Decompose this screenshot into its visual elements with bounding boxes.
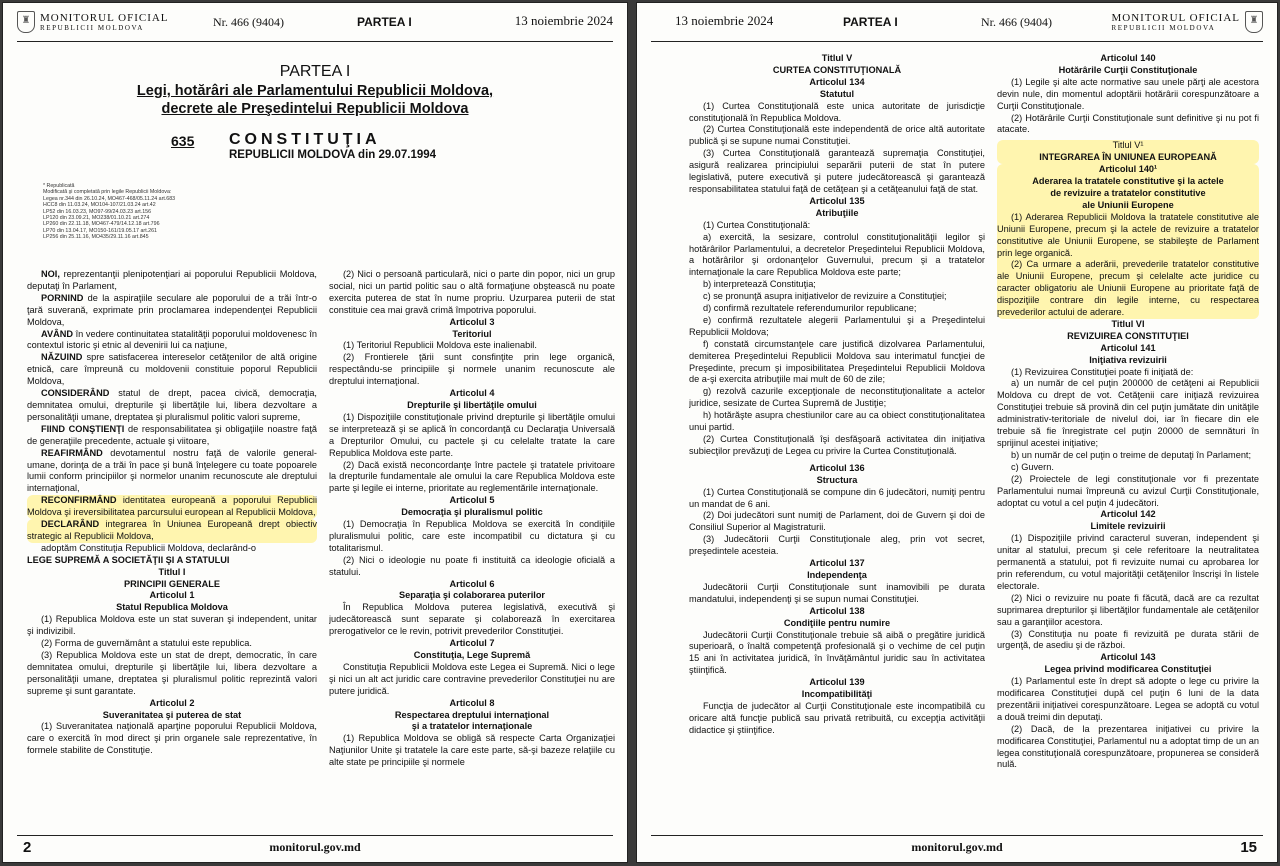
paragraph: (2) Hotărârile Curţii Constituţionale sunt definitive şi nu pot fi atacate.: [997, 112, 1259, 135]
article-heading: Teritoriul: [452, 328, 492, 339]
paragraph: (3) Republica Moldova este un stat de drept, democratic, în care demnitatea omului, drepturile şi libertăţile lui, libera dezvoltare a personalităţii umane, dreptatea şi pluralismul politic reprezintă valori supreme şi sunt garantate.: [27, 650, 317, 696]
bold-lead-word: FIIND CONŞTIENŢI: [41, 423, 125, 434]
paragraph: f) constată circumstanţele care justifică dizolvarea Parlamentului, demiterea Preşedintelui Republicii Moldova sau interimatul funcţiei de Preşedinte, precum şi imposibilitatea Preşedintelui Republicii Moldova de a-şi exercita atribuţiile mai mult de 60 de zile;: [689, 338, 985, 385]
paragraph: (1) Aderarea Republicii Moldova la tratatele constitutive ale Uniunii Europene, precum şi la actele de revizuire a tratatelor constitutive ale Uniunii Europene, se stabileşte de Parlament prin lege organică.: [997, 211, 1259, 258]
article-heading: şi a tratatelor internaţionale: [411, 721, 533, 732]
article-heading: Titlul V¹: [1112, 140, 1144, 151]
paragraph: a) exercită, la sesizare, controlul constituţionalităţii legilor şi hotărârilor Parlamentului, a decretelor Preşedintelui Republicii Moldova, a hotărârilor şi ordonanţelor Guvernului, precum şi a tratatelor internaţionale la care Republica Moldova este parte;: [689, 231, 985, 278]
paragraph: c) Guvern.: [1011, 461, 1054, 472]
article-heading: Articolul 142: [1100, 509, 1156, 520]
paragraph: (1) Democraţia în Republica Moldova se exercită în condiţiile pluralismului politic, care este incompatibil cu dictatura şi cu totalitarismul.: [329, 519, 615, 553]
bold-lead-word: AVÂND: [41, 328, 73, 339]
paragraph: (1) Teritoriul Republicii Moldova este inalienabil.: [343, 340, 537, 351]
paragraph: (3) Curtea Constituţională garantează supremaţia Constituţiei, asigură realizarea principiului separării puterii de stat în putere legislativă, putere executivă şi putere judecătorească şi garantează responsabilitatea statului faţă de cetăţean şi a cetăţeanului faţă de stat.: [689, 148, 985, 194]
body-columns: [651, 53, 1263, 830]
article-heading: de revizuire a tratatelor constitutive: [1050, 187, 1206, 198]
paragraph: Judecătorii Curţii Constituţionale sunt inamovibili pe durata mandatului, independenţi şi se supun numai Constituţiei.: [689, 581, 985, 604]
article-heading: Articolul 139: [809, 677, 865, 688]
article-heading: Articolul 140: [1100, 53, 1156, 63]
article-heading: Articolul 2: [149, 697, 195, 708]
paragraph: (2) Frontierele ţării sunt consfinţite prin lege organică, respectându-se principiile şi normele unanim recunoscute ale dreptului internaţional.: [329, 352, 615, 387]
paragraph: (2) Dacă, de la prezentarea iniţiativei cu privire la modificarea Constituţiei, Parlamentul nu a adoptat timp de un an legea constituţională corespunzătoare, propunerea se consideră nulă.: [997, 723, 1259, 770]
issue-date: 13 noiembrie 2024: [514, 13, 613, 28]
coat-of-arms-icon: ♜: [1245, 11, 1263, 33]
paragraph-text: adoptăm Constituţia Republicii Moldova, declarând-o: [41, 542, 257, 553]
paragraph: (2) Curtea Constituţională îşi desfăşoară activitatea din iniţiativa subiecţilor prevăzuţi de Legea cu privire la Curtea Constituţională.: [689, 434, 985, 456]
part-label: PARTEA I: [357, 15, 412, 29]
paragraph-text: reprezentanţii plenipotenţiari ai poporului Republicii Moldova, deputaţi în Parlament,: [27, 269, 317, 291]
article-heading: Hotărârile Curţii Constituţionale: [1058, 64, 1198, 75]
paragraph: (2) Ca urmare a aderării, prevederile tratatelor constitutive ale Uniunii Europene, precum şi celelalte acte juridice cu caracter obligatoriu ale Uniunii Europene au prioritate faţă de dispoziţiile contrare din legile interne, cu respectarea prevederilor actului de aderare.: [997, 259, 1259, 318]
article-heading: Iniţiativa revizuirii: [1089, 354, 1167, 365]
article-heading: Drepturile şi libertăţile omului: [407, 399, 537, 410]
issue-number: Nr. 466 (9404): [981, 15, 1052, 29]
paragraph: [27, 543, 317, 555]
article-heading: Articolul 8: [449, 697, 495, 708]
article-heading: ale Uniunii Europene: [1082, 199, 1174, 210]
article-heading: Articolul 138: [809, 605, 865, 616]
issue-number: Nr. 466 (9404): [213, 15, 284, 29]
masthead: [17, 11, 169, 33]
highlighted-title: [997, 140, 1259, 164]
masthead-subtitle: REPUBLICII MOLDOVA: [1111, 24, 1216, 32]
paragraph-text: în vedere continuitatea statalităţii poporului moldovenesc în contextul istoric şi etnic al devenirii lui ca naţiune,: [27, 328, 317, 351]
paragraph: b) un număr de cel puţin o treime de deputaţi în Parlament;: [1011, 449, 1252, 460]
paragraph: (2) Forma de guvernământ a statului este republica.: [41, 638, 252, 649]
article-heading: Statutul: [819, 88, 855, 99]
paragraph: (2) Proiectele de legi constituţionale vor fi prezentate Parlamentului numai împreună cu avizul Curţii Constituţionale, adoptat cu votul a cel puţin 4 judecători.: [997, 473, 1259, 508]
article-heading: INTEGRAREA ÎN UNIUNEA EUROPEANĂ: [1039, 152, 1217, 163]
article-heading: Limitele revizuirii: [1090, 521, 1166, 532]
article-heading: Articolul 5: [449, 495, 495, 506]
paragraph: [27, 388, 317, 424]
paragraph: (2) Nici o revizuire nu poate fi făcută, dacă are ca rezultat suprimarea drepturilor şi libertăţilor fundamentale ale cetăţenilor sau a garanţiilor acestora.: [997, 592, 1259, 627]
paragraph: (1) Curtea Constituţională este unica autoritate de jurisdicţie constituţională în Republica Moldova.: [689, 100, 985, 123]
paragraph: c) se pronunţă asupra iniţiativelor de revizuire a Constituţiei;: [703, 291, 947, 302]
masthead-subtitle: REPUBLICII MOLDOVA: [40, 24, 144, 32]
paragraph-text: identitatea europeană a poporului Republicii Moldova şi ireversibilitatea parcursului european al Republicii Moldova,: [27, 495, 317, 518]
footer-site: monitorul.gov.md: [269, 840, 361, 854]
column-left: [27, 269, 317, 830]
article-heading: Articolul 141: [1100, 342, 1156, 353]
article-heading: Titlul V: [821, 53, 853, 63]
paragraph-text: spre satisfacerea intereselor cetăţenilor de altă origine etnică, care împreună cu moldovenii constituie poporul Republicii Moldova,: [27, 352, 317, 387]
page-left: [2, 2, 628, 863]
column-left: [689, 53, 985, 830]
page-right: [636, 2, 1278, 863]
article-heading: Titlul I: [158, 566, 186, 577]
paragraph: (1) Parlamentul este în drept să adopte o lege cu privire la modificarea Constituţiei după cel puţin 6 luni de la data prezentării iniţiativei corespunzătoare. Legea se adoptă cu votul a două treimi din deputaţi.: [997, 676, 1259, 722]
article-heading: Articolul 134: [809, 76, 865, 87]
bold-lead-word: CONSIDERÂND: [41, 388, 110, 399]
paragraph: (1) Suveranitatea naţională aparţine poporului Republicii Moldova, care o exercită în mod direct şi prin organele sale reprezentative, în formele stabilite de Constituţie.: [27, 721, 317, 756]
article-heading: Titlul VI: [1111, 318, 1145, 329]
paragraph: (1) Curtea Constituţională:: [703, 219, 811, 230]
article-heading: Statul Republica Moldova: [116, 602, 228, 613]
paragraph-text: statul de drept, pacea civică, democraţia, demnitatea omului, drepturile şi libertăţile lui, libera dezvoltare a personalităţii umane, dreptatea şi pluralismul politic valori supreme,: [27, 388, 317, 422]
paragraph: Funcţia de judecător al Curţii Constituţionale este incompatibilă cu oricare altă funcţie publică sau privată retribuită, cu excepţia activităţii didactice şi ştiinţifice.: [689, 700, 985, 735]
article-heading: REVIZUIREA CONSTITUŢIEI: [1067, 330, 1189, 341]
article-heading: Independenţa: [807, 569, 867, 580]
article-heading: Suveranitatea şi puterea de stat: [102, 709, 242, 720]
article-heading: Structura: [816, 474, 858, 485]
act-number: 635: [171, 133, 195, 149]
amendment-notes: * Republicată Modificată şi completată prin legile Republicii Moldova: Legea nr.344 din 26.10.24, MO467-468/05.11.24 art.683 HCC8 din 11.03.24, MO104-107/21.03.24 art.42 LP52 din 16.03.23, MO97-99/24.03.23 art.156 LP120 din 23.09.21, MO238/01.10.21 art.274 LP260 din 22.11.18, MO467-479/14.12.18 art.796 LP70 din 13.04.17, MO150-161/19.05.17 art.261 LP256 din 25.11.16, MO435/29.11.16 art.845: [43, 183, 176, 241]
paragraph: (1) Revizuirea Constituţiei poate fi iniţiată de:: [1011, 366, 1194, 377]
paragraph: e) confirmă rezultatele alegerii Parlamentului şi a Preşedintelui Republicii Moldova;: [689, 314, 985, 337]
paragraph: (2) Curtea Constituţională este independentă de orice altă autoritate publică şi se supune numai Constituţiei.: [689, 124, 985, 147]
article-heading: Aderarea la tratatele constitutive şi la actele: [1032, 176, 1224, 187]
coat-of-arms-icon: ♜: [17, 11, 35, 33]
page-number: 15: [1240, 839, 1257, 856]
paragraph: b) interpretează Constituţia;: [703, 279, 816, 290]
paragraph: (1) Republica Moldova se obligă să respecte Carta Organizaţiei Naţiunilor Unite şi tratatele la care este parte, să-şi bazeze relaţiile cu alte state pe principiile şi normele: [329, 733, 615, 768]
paragraph: (1) Republica Moldova este un stat suveran şi independent, unitar şi indivizibil.: [27, 614, 317, 637]
highlighted-article: [997, 164, 1259, 319]
article-heading: Articolul 137: [809, 558, 865, 569]
article-heading: Incompatibilităţi: [801, 689, 873, 700]
page-header: [17, 7, 613, 42]
article-heading: CURTEA CONSTITUŢIONALĂ: [772, 64, 902, 75]
article-heading: Articolul 135: [809, 195, 865, 206]
page-header: [651, 7, 1263, 42]
article-heading: Articolul 1: [149, 590, 195, 601]
paragraph: [27, 352, 317, 388]
bold-lead-word: PORNIND: [41, 292, 84, 303]
paragraph: (1) Dispoziţiile constituţionale privind drepturile şi libertăţile omului se interpretează şi se aplică în concordanţă cu Declaraţia Universală a Drepturilor Omului, cu pactele şi cu celelalte tratate la care Republica Moldova este parte.: [329, 411, 615, 458]
article-heading: Articolul 4: [449, 388, 495, 399]
bold-lead-word: NOI,: [41, 269, 60, 279]
paragraph: (2) Doi judecători sunt numiţi de Parlament, doi de Guvern şi doi de Consiliul Superior al Magistraturii.: [689, 510, 985, 533]
section-heading: PARTEA I: [279, 63, 351, 80]
page-number: 2: [23, 839, 32, 856]
paragraph-text: integrarea în Uniunea Europeană drept obiectiv strategic al Republicii Moldova,: [27, 519, 317, 541]
masthead: [1111, 11, 1263, 33]
article-heading: Articolul 6: [449, 578, 495, 589]
paragraph: h) hotărăşte asupra chestiunilor care au ca obiect constituţionalitatea unui partid.: [689, 410, 985, 433]
article-heading: Democraţia şi pluralismul politic: [401, 507, 543, 518]
bold-lead-word: RECONFIRMÂND: [41, 495, 117, 506]
paragraph: Constituţia Republicii Moldova este Legea ei Supremă. Nici o lege şi nici un alt act juridic care contravine prevederilor Constituţiei nu are putere juridică.: [329, 661, 615, 696]
bold-lead-word: DECLARÂND: [41, 519, 100, 530]
article-heading: Respectarea dreptului internaţional: [394, 709, 550, 720]
issue-date: 13 noiembrie 2024: [675, 13, 774, 28]
article-heading: Condiţiile pentru numire: [783, 617, 891, 628]
article-heading: Atribuţiile: [815, 207, 859, 218]
highlighted-paragraph: [27, 495, 317, 519]
page-footer: [17, 835, 613, 858]
paragraph-text: de la aspiraţiile seculare ale poporului de a trăi într-o ţară suverană, exprimate prin proclamarea independenţei Republicii Moldova,: [27, 292, 317, 327]
article-heading: Articolul 143: [1100, 652, 1156, 663]
article-heading: PRINCIPII GENERALE: [124, 578, 220, 589]
masthead-title: MONITORUL OFICIAL: [1111, 12, 1240, 24]
part-label: PARTEA I: [843, 15, 898, 29]
bold-lead-word: REAFIRMÂND: [41, 447, 103, 458]
paragraph: (2) Nici o persoană particulară, nici o parte din popor, nici un grup social, nici un partid politic sau o altă formaţiune obştească nu poate exercita puterea de stat în nume propriu. Uzurparea puterii de stat constituie cea mai gravă crimă împotriva poporului.: [329, 269, 615, 315]
act-subtitle: REPUBLICII MOLDOVA din 29.07.1994: [229, 149, 437, 161]
paragraph: (3) Constituţia nu poate fi revizuită pe durata stării de urgenţă, de asediu şi de război.: [997, 628, 1259, 651]
article-heading: Constituţia, Lege Supremă: [413, 650, 531, 660]
paragraph: (2) Dacă există neconcordanţe între pactele şi tratatele privitoare la drepturile fundamentale ale omului la care Republica Moldova este parte şi legile ei interne, prioritate au reglementările internaţionale.: [329, 459, 615, 494]
highlighted-paragraph: [27, 519, 317, 543]
article-heading: Articolul 140¹: [1098, 164, 1158, 175]
paragraph: (1) Dispoziţiile privind caracterul suveran, independent şi unitar al statului, precum şi cele referitoare la neutralitatea permanentă a statului, pot fi revizuite numai cu aprobarea lor prin referendum, cu votul majorităţii cetăţenilor înscrişi în listele electorale.: [997, 533, 1259, 591]
column-right: [997, 53, 1259, 830]
paragraph: [27, 448, 317, 496]
paragraph: (1) Legile şi alte acte normative sau unele părţi ale acestora devin nule, din momentul adoptării hotărârii corespunzătoare a Curţii Constituţionale.: [997, 76, 1259, 111]
article-heading: Separaţia şi colaborarea puterilor: [398, 590, 546, 601]
paragraph: [27, 293, 317, 329]
bold-lead-word: NĂZUIND: [41, 352, 83, 363]
paragraph: (1) Curtea Constituţională se compune din 6 judecători, numiţi pentru un mandat de 6 ani.: [689, 486, 985, 509]
paragraph: În Republica Moldova puterea legislativă, executivă şi judecătorească sunt separate şi colaborează în exercitarea prerogativelor ce le revin, potrivit prevederilor Constituţiei.: [329, 602, 615, 637]
body-columns: [17, 269, 613, 830]
article-heading: Articolul 136: [809, 462, 865, 473]
paragraph: [27, 329, 317, 353]
paragraph: (3) Judecătorii Curţii Constituţionale aleg, prin vot secret, preşedintele acesteia.: [689, 534, 985, 557]
section-subheading: Legi, hotărâri ale Parlamentului Republicii Moldova, decrete ale Preşedintelui Republicii Moldova: [136, 83, 494, 117]
article-heading: Articolul 3: [449, 316, 495, 327]
page-footer: [651, 835, 1263, 858]
footer-site: monitorul.gov.md: [911, 840, 1003, 854]
paragraph: a) un număr de cel puţin 200000 de cetăţeni ai Republicii Moldova cu drept de vot. Cetăţenii care iniţiază revizuirea Constituţiei trebuie să provină din cel puţin jumătate din unităţile administrativ-teritoriale de nivelul doi, iar în fiecare din ele trebuie să fie înregistrate cel puţin 20000 de semnături în sprijinul acestei iniţiative;: [997, 378, 1259, 448]
paragraph: [27, 269, 317, 293]
paragraph: d) confirmă rezultatele referendumurilor republicane;: [703, 303, 917, 314]
article-heading: Articolul 7: [449, 638, 495, 649]
paragraph: (2) Nici o ideologie nu poate fi instituită ca ideologie oficială a statului.: [329, 554, 615, 577]
paragraph-text: devotamentul nostru faţă de valorile general-umane, dorinţa de a trăi în pace şi bună înţelegere cu toate popoarele lumii conform principiilor şi normelor unanim recunoscute ale dreptului internaţional,: [27, 447, 317, 494]
paragraph: [27, 424, 317, 448]
column-right: [329, 269, 615, 830]
paragraph-text: de responsabilitatea şi obligaţiile noastre faţă de generaţiile precedente, actuale şi viitoare,: [27, 423, 317, 446]
paragraph: Judecătorii Curţii Constituţionale trebuie să aibă o pregătire juridică superioară, o înaltă competenţă profesională şi o vechime de cel puţin 15 ani în activitatea juridică, în învăţământul juridic sau în activitatea ştiinţifică.: [689, 629, 985, 676]
article-heading: Legea privind modificarea Constituţiei: [1044, 664, 1212, 675]
paragraph: LEGE SUPREMĂ A SOCIETĂŢII ŞI A STATULUI: [27, 554, 230, 565]
paragraph: g) rezolvă cazurile excepţionale de neconstituţionalitate a actelor juridice, sesizate de Curtea Supremă de Justiţie;: [689, 386, 985, 409]
act-title: CONSTITUŢIA: [229, 131, 381, 148]
masthead-title: MONITORUL OFICIAL: [40, 12, 169, 24]
